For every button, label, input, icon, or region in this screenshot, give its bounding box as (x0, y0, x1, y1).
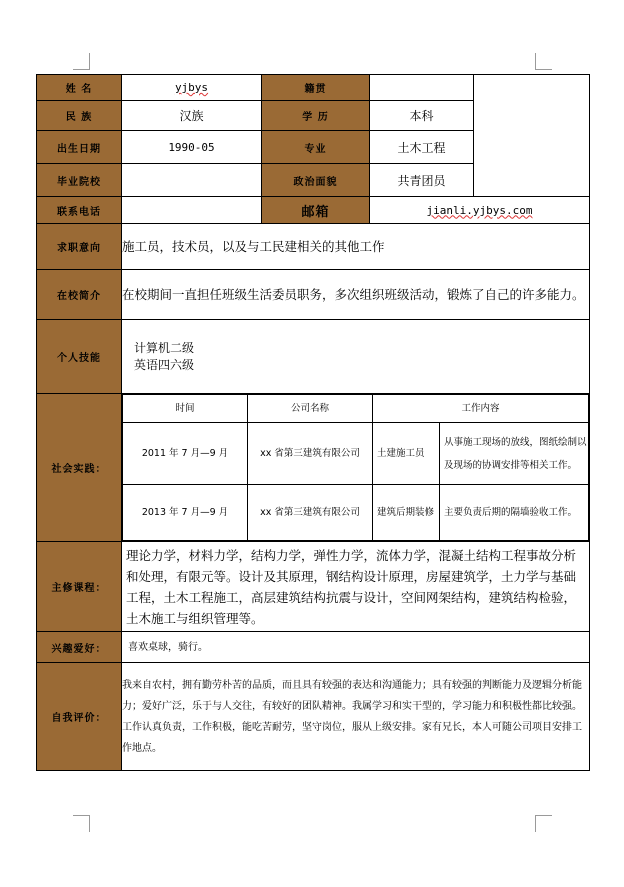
name-value[interactable]: yjbys (174, 81, 209, 94)
birth-label: 出生日期 (37, 131, 122, 164)
skills-list[interactable] (122, 320, 590, 394)
practice-content[interactable]: 主要负责后期的隔墙验收工作。 (440, 485, 589, 541)
education-value[interactable]: 本科 (370, 101, 474, 131)
practice-table (122, 394, 589, 541)
practice-time[interactable]: 2011 年 7 月—9 月 (123, 423, 248, 485)
self-eval-text[interactable]: 我来自农村，拥有勤劳朴苦的品质，而且具有较强的表达和沟通能力；具有较强的判断能力及逻辑分析能力；爱好广泛，乐于与人交往，有较好的团队精神。我属学习和实干型的，学习能力和积极性都比较强。工作认真负责，工作积极，能吃苦耐劳，坚守岗位，服从上级安排。家有兄长，本人可随公司项目安排工作地点。 (122, 663, 590, 771)
crop-mark-bottom-right (535, 815, 552, 832)
birth-value[interactable]: 1990-05 (122, 131, 262, 164)
skill-item: 计算机二级 (134, 340, 195, 355)
photo-box[interactable] (474, 75, 590, 197)
practice-cell (122, 394, 590, 542)
row-contact (37, 197, 590, 224)
crop-mark-top-left (73, 53, 90, 70)
row-practice (37, 394, 590, 542)
school-intro-label: 在校简介 (37, 270, 122, 320)
name-label: 姓 名 (37, 75, 122, 101)
phone-value[interactable] (122, 197, 262, 224)
email-label: 邮箱 (262, 197, 370, 224)
skills-label: 个人技能 (37, 320, 122, 394)
intent-text[interactable]: 施工员，技术员，以及与工民建相关的其他工作 (122, 224, 590, 270)
school-value[interactable] (122, 164, 262, 197)
practice-content[interactable]: 从事施工现场的放线，图纸绘制以及现场的协调安排等相关工作。 (440, 423, 589, 485)
row-intent (37, 224, 590, 270)
practice-header-row (123, 395, 589, 423)
practice-header-content: 工作内容 (373, 395, 589, 423)
major-label: 专业 (262, 131, 370, 164)
phone-label: 联系电话 (37, 197, 122, 224)
crop-mark-bottom-left (73, 815, 90, 832)
school-label: 毕业院校 (37, 164, 122, 197)
skill-item: 英语四六级 (134, 357, 195, 372)
practice-row (123, 423, 589, 485)
row-courses (37, 542, 590, 632)
courses-text[interactable]: 理论力学，材料力学，结构力学，弹性力学，流体力学，混凝土结构工程事故分析和处理，有限元等。设计及其原理，钢结构设计原理，房屋建筑学，土力学与基础工程，土木工程施工，高层建筑结构抗震与设计，空间网架结构，建筑结构检验，土木施工与组织管理等。 (122, 542, 590, 632)
row-name (37, 75, 590, 101)
political-label: 政治面貌 (262, 164, 370, 197)
ethnic-value[interactable]: 汉族 (122, 101, 262, 131)
practice-row (123, 485, 589, 541)
crop-mark-top-right (535, 53, 552, 70)
row-school-intro (37, 270, 590, 320)
practice-header-time: 时间 (123, 395, 248, 423)
native-place-value[interactable] (370, 75, 474, 101)
row-skills (37, 320, 590, 394)
practice-position[interactable]: 土建施工员 (373, 423, 440, 485)
major-value[interactable]: 土木工程 (370, 131, 474, 164)
resume-table (36, 74, 590, 771)
practice-label: 社会实践： (37, 394, 122, 542)
row-self-eval (37, 663, 590, 771)
native-place-label: 籍贯 (262, 75, 370, 101)
practice-company[interactable]: xx 省第三建筑有限公司 (248, 423, 373, 485)
practice-header-company: 公司名称 (248, 395, 373, 423)
self-eval-label: 自我评价： (37, 663, 122, 771)
hobbies-label: 兴趣爱好： (37, 632, 122, 663)
education-label: 学 历 (262, 101, 370, 131)
intent-label: 求职意向 (37, 224, 122, 270)
courses-label: 主修课程： (37, 542, 122, 632)
practice-time[interactable]: 2013 年 7 月—9 月 (123, 485, 248, 541)
practice-company[interactable]: xx 省第三建筑有限公司 (248, 485, 373, 541)
ethnic-label: 民 族 (37, 101, 122, 131)
political-value[interactable]: 共青团员 (370, 164, 474, 197)
row-hobbies (37, 632, 590, 663)
hobbies-text[interactable]: 喜欢桌球，骑行。 (122, 632, 590, 663)
school-intro-text[interactable]: 在校期间一直担任班级生活委员职务，多次组织班级活动，锻炼了自己的许多能力。 (122, 270, 590, 320)
email-value[interactable]: jianli.yjbys.com (426, 203, 533, 217)
practice-position[interactable]: 建筑后期装修 (373, 485, 440, 541)
